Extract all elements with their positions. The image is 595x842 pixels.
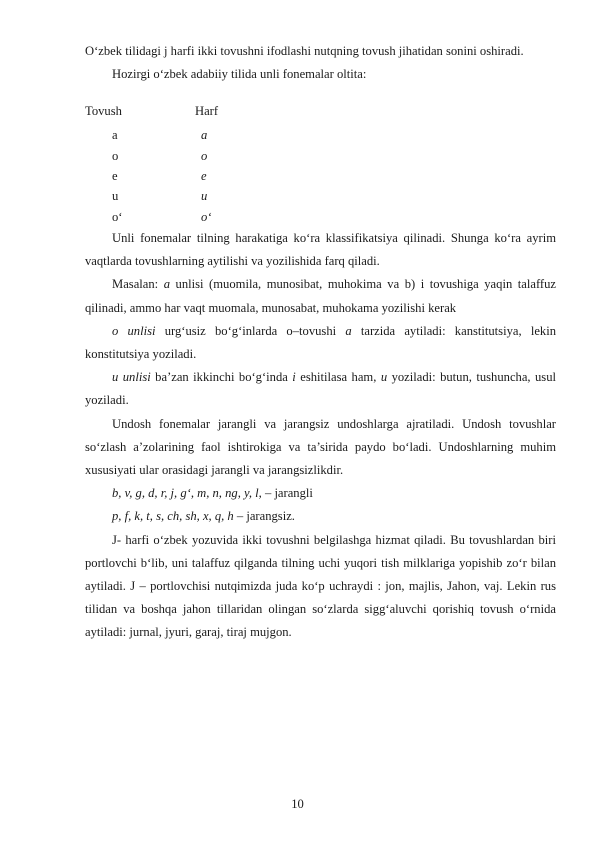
sound-cell: u [112, 189, 119, 204]
text-run: – jarangsiz. [233, 509, 295, 524]
text-run: ba’zan ikkinchi bo‘g‘inda [150, 370, 293, 385]
sound-cell: a [112, 128, 118, 143]
sound-cell: e [112, 169, 118, 183]
italic-term: o unlisi [112, 323, 156, 338]
text-run: tarzida aytiladi: kanstitutsiya, lekin konstitutsiya yoziladi. [85, 323, 557, 361]
table-row [85, 146, 556, 166]
table-row [85, 125, 556, 145]
letter-cell: o [201, 148, 208, 163]
paragraph-o-vowel [85, 320, 556, 366]
page-number: 10 [291, 797, 304, 811]
paragraph-a-vowel [85, 273, 556, 319]
text-run: urg‘usiz bo‘g‘inlarda o–tovushi [155, 323, 346, 338]
italic-term: p, f, k, t, s, ch, sh, x, q, h [112, 509, 234, 524]
letter-cell: u [201, 189, 208, 204]
table-row [85, 166, 556, 186]
italic-term: u [380, 370, 388, 385]
text-run: – jarangli [261, 486, 313, 501]
italic-term: i [292, 370, 296, 385]
paragraph-consonants: Undosh fonemalar jarangli va jarangsiz undoshlarga ajratiladi. Undosh tovushlar so‘zlash a’zolarining faol ishtirokiga va ta’sirida paydo bo‘ladi. Undoshlarning muhim xususiyati ular orasidagi jarangli va jarangsizlikdir. [85, 416, 556, 477]
paragraph-voiceless-list [85, 505, 556, 528]
paragraph-classification: Unli fonemalar tilning harakatiga ko‘ra klassifikatsiya qilinadi. Shunga ko‘ra ayrim vaqtlarda tovushlarning aytilishi va yozilishida farq qiladi. [85, 230, 556, 269]
vowel-table-header [85, 100, 556, 123]
column-header-sound: Tovush [85, 104, 122, 119]
paragraph-u-vowel [85, 366, 556, 412]
table-row [85, 186, 556, 206]
letter-cell: o‘ [201, 209, 212, 224]
paragraph-intro: O‘zbek tilidagi j harfi ikki tovushni ifodlashi nutqning tovush jihatidan sonini oshiradi. [85, 44, 524, 58]
text-run: unlisi (muomila, munosibat, muhokima va b) i tovushiga yaqin talaffuz qilinadi, ammo har vaqt muomala, munosabat, muhokama yozilishi kerak [85, 277, 556, 315]
sound-cell: o‘ [112, 209, 123, 224]
text-run: Masalan: [112, 277, 164, 292]
italic-term: b, v, g, d, r, j, g‘, m, n, ng, y, l, [112, 486, 262, 501]
sound-cell: o [112, 148, 119, 163]
paragraph-vowel-count: Hozirgi o‘zbek adabiiy tilida unli fonemalar oltita: [112, 67, 367, 82]
letter-cell: e [201, 169, 207, 183]
vowel-table [85, 125, 556, 226]
table-row [85, 207, 556, 227]
paragraph-j-letter: J- harfi o‘zbek yozuvida ikki tovushni belgilashga hizmat qiladi. Bu tovushlardan biri portlovchi b‘lib, uni talaffuz qilganda tilning uchi yuqori tish milklariga yopishib zo‘r bilan aytiladi. J – portlovchisi nutqimizda juda ko‘p uchraydi : jon, majlis, Jahon, vaj. Lekin rus tilidan va boshqa jahon tillaridan olingan so‘zlarda sigg‘aluvchi qorishiq tovush o‘rnida aytiladi: jurnal, jyuri, garaj, tiraj mujgon. [85, 532, 556, 640]
text-run: yoziladi: butun, tushuncha, usul yoziladi. [85, 370, 557, 408]
text-run: eshitilasa ham, [295, 370, 381, 385]
italic-term: a [163, 277, 170, 292]
letter-cell: a [201, 128, 208, 143]
column-header-letter: Harf [195, 104, 219, 119]
italic-term: a [345, 323, 352, 338]
italic-term: u unlisi [112, 370, 151, 385]
document-page [85, 40, 556, 645]
paragraph-voiced-list [85, 482, 556, 505]
